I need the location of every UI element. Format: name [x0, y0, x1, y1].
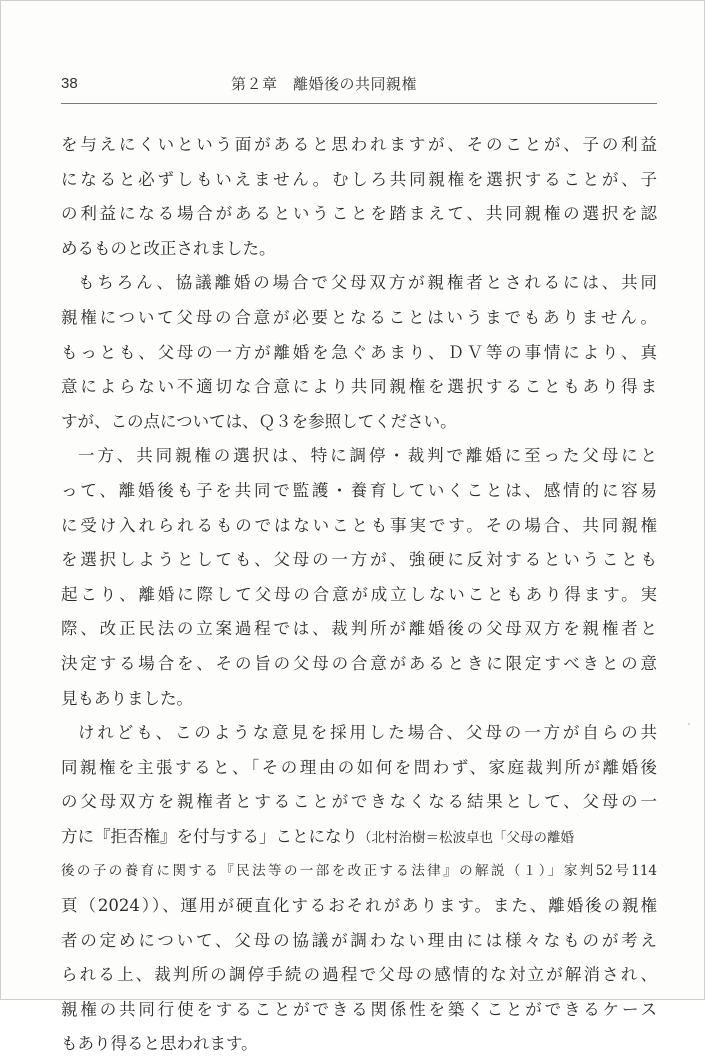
text-line: になると必ずしもいえません。むしろ共同親権を選択することが、子	[61, 169, 657, 189]
text-line: めるものと改正されました。	[61, 238, 276, 258]
paper-speck	[688, 723, 690, 725]
text-line: すが、この点については、Ｑ３を参照してください。	[61, 411, 457, 431]
text-line: の利益になる場合があるということを踏まえて、共同親権の選択を認	[61, 204, 657, 224]
body-text	[61, 128, 657, 1062]
text-line: けれども、このような意見を採用した場合、父母の一方が自らの共	[78, 723, 657, 743]
text-line: られる上、裁判所の調停手続の過程で父母の感情的な対立が解消され、	[61, 965, 657, 985]
running-header	[61, 73, 657, 99]
text-line: もっとも、父母の一方が離婚を急ぐあまり、ＤＶ等の事情により、真	[61, 342, 657, 362]
text-segment: 方に『拒否権』を付与する」ことになり	[61, 826, 358, 846]
text-line: を与えにくいという面があると思われますが、そのことが、子の利益	[61, 135, 657, 154]
page-number: 38	[61, 75, 78, 92]
text-line: もちろん、協議離婚の場合で父母双方が親権者とされるには、共同	[78, 273, 657, 293]
text-line: 意によらない不適切な合意により共同親権を選択することもあり得ま	[61, 377, 657, 397]
text-line: に受け入れられるものではないことも事実です。その場合、共同親権	[61, 515, 657, 535]
text-line: 頁（2024））、運用が硬直化するおそれがあります。また、離婚後の親権	[61, 896, 657, 916]
text-line: 見もありました。	[61, 688, 193, 708]
text-line: 一方、共同親権の選択は、特に調停・裁判で離婚に至った父母にと	[78, 446, 657, 466]
citation-line: 後の子の養育に関する『民法等の一部を改正する法律』の解説（１）」家判52号114	[61, 863, 657, 880]
text-line: 同親権を主張すると、「その理由の如何を問わず、家庭裁判所が離婚後	[61, 757, 657, 777]
text-line: を選択しようとしても、父母の一方が、強硬に反対するということも	[61, 550, 657, 570]
header-rule	[61, 103, 657, 104]
text-line: 親権について父母の合意が必要となることはいうまでもありません。	[61, 307, 657, 327]
text-line: 決定する場合を、その旨の父母の合意があるときに限定すべきとの意	[61, 653, 657, 673]
citation-segment: （北村治樹＝松波卓也「父母の離婚	[358, 829, 574, 846]
text-line-with-citation	[61, 820, 657, 855]
text-line: 際、改正民法の立案過程では、裁判所が離婚後の父母双方を親権者と	[61, 619, 657, 639]
text-line: 起こり、離婚に際して父母の合意が成立しないこともあり得ます。実	[61, 584, 657, 604]
text-line: 親権の共同行使をすることができる関係性を築くことができるケース	[61, 999, 657, 1019]
text-line: って、離婚後も子を共同で監護・養育していくことは、感情的に容易	[61, 480, 657, 500]
chapter-title: 第２章 離婚後の共同親権	[231, 75, 418, 93]
text-line: 者の定めについて、父母の協議が調わない理由には様々なものが考え	[61, 930, 657, 950]
text-line: もあり得ると思われます。	[61, 1034, 258, 1054]
text-line: の父母双方を親権者とすることができなくなる結果として、父母の一	[61, 792, 657, 812]
